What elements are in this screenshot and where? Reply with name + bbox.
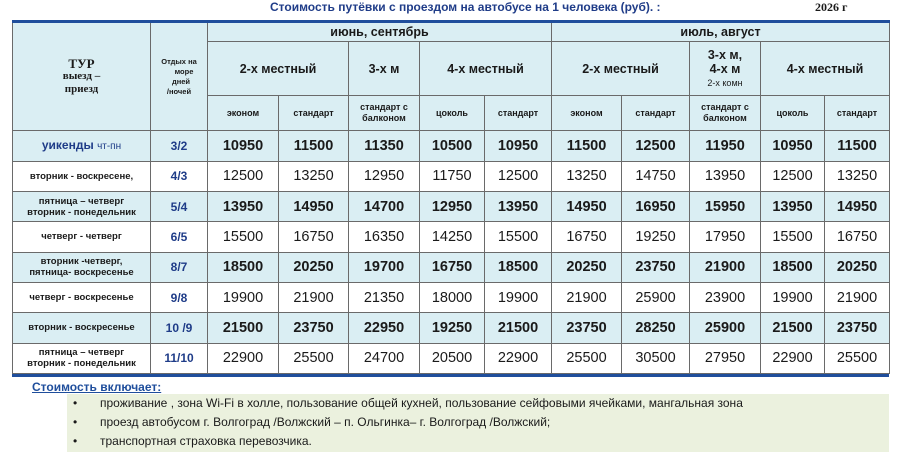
cat-header: стандарт с балконом — [349, 95, 420, 130]
s2-room-triple-quad — [690, 42, 761, 96]
price-cell: 22900 — [485, 343, 552, 373]
price-cell: 20250 — [825, 252, 890, 282]
includes-list — [67, 394, 889, 452]
price-cell: 20250 — [279, 252, 349, 282]
tour-label: четверг - четверг — [41, 231, 122, 243]
rest-header-line1: Отдых на — [161, 56, 197, 66]
price-cell: 21500 — [208, 313, 279, 343]
price-cell: 17950 — [690, 222, 761, 252]
price-table — [12, 20, 890, 374]
table-row — [13, 313, 890, 343]
tour-label-sub: вторник - понедельник — [27, 206, 136, 218]
price-cell: 22900 — [761, 343, 825, 373]
rest-cell: 4/3 — [151, 161, 208, 191]
rest-header-line2: море — [174, 66, 194, 76]
price-cell: 19250 — [420, 313, 485, 343]
includes-title: Стоимость включает: — [32, 380, 162, 394]
price-cell: 22900 — [208, 343, 279, 373]
price-cell: 13950 — [690, 161, 761, 191]
price-cell: 12500 — [485, 161, 552, 191]
table-row — [13, 161, 890, 191]
rest-column-header — [151, 22, 208, 131]
price-cell: 10950 — [485, 131, 552, 161]
price-cell: 24700 — [349, 343, 420, 373]
price-cell: 11500 — [552, 131, 622, 161]
price-cell: 18500 — [485, 252, 552, 282]
price-cell: 10950 — [761, 131, 825, 161]
price-cell: 16350 — [349, 222, 420, 252]
price-cell: 25500 — [279, 343, 349, 373]
tour-cell — [13, 252, 151, 282]
s2-room-b-line2: 4-х м — [709, 61, 741, 76]
tour-label: вторник - воскресене, — [29, 170, 134, 182]
price-cell: 22950 — [349, 313, 420, 343]
tour-label-sub: пятница- воскресенье — [29, 267, 134, 279]
price-cell: 21350 — [349, 282, 420, 312]
price-cell: 20250 — [552, 252, 622, 282]
price-cell: 21900 — [279, 282, 349, 312]
price-cell: 25500 — [825, 343, 890, 373]
price-cell: 10950 — [208, 131, 279, 161]
include-text: транспортная страховка перевозчика. — [100, 434, 312, 448]
price-cell: 25900 — [690, 313, 761, 343]
cat-header: стандарт — [279, 95, 349, 130]
price-cell: 15950 — [690, 191, 761, 221]
price-cell: 20500 — [420, 343, 485, 373]
price-cell: 11500 — [279, 131, 349, 161]
cat-header: стандарт с балконом — [690, 95, 761, 130]
price-cell: 12500 — [208, 161, 279, 191]
tour-label: вторник - воскресенье — [28, 322, 135, 334]
price-cell: 14950 — [279, 191, 349, 221]
price-cell: 25500 — [552, 343, 622, 373]
tour-cell — [13, 313, 151, 343]
price-cell: 15500 — [485, 222, 552, 252]
price-cell: 16950 — [622, 191, 690, 221]
price-cell: 14250 — [420, 222, 485, 252]
page-title: Стоимость путёвки с проездом на автобусе на 1 человека (руб). : — [270, 0, 661, 14]
list-item — [67, 394, 889, 413]
price-cell: 11500 — [825, 131, 890, 161]
title-bar — [0, 0, 899, 18]
price-cell: 16750 — [552, 222, 622, 252]
cat-header: стандарт — [485, 95, 552, 130]
tour-label: уикенды — [41, 137, 94, 152]
price-cell: 12950 — [349, 161, 420, 191]
year-label: 2026 г — [815, 0, 848, 14]
price-cell: 19250 — [622, 222, 690, 252]
price-cell: 21500 — [485, 313, 552, 343]
price-cell: 30500 — [622, 343, 690, 373]
cat-header: цоколь — [761, 95, 825, 130]
tour-header-sub2: приезд — [64, 83, 99, 96]
tour-cell — [13, 222, 151, 252]
season2-header: июль, август — [552, 22, 890, 42]
tour-cell — [13, 282, 151, 312]
cat-header: стандарт — [622, 95, 690, 130]
price-cell: 13950 — [208, 191, 279, 221]
s1-room-double: 2-х местный — [208, 42, 349, 96]
tour-header-title: ТУР — [68, 56, 95, 72]
price-cell: 23750 — [622, 252, 690, 282]
price-cell: 18000 — [420, 282, 485, 312]
rest-cell: 10 /9 — [151, 313, 208, 343]
price-cell: 25900 — [622, 282, 690, 312]
price-cell: 21900 — [552, 282, 622, 312]
price-cell: 16750 — [279, 222, 349, 252]
rest-cell: 9/8 — [151, 282, 208, 312]
price-cell: 11350 — [349, 131, 420, 161]
price-cell: 10500 — [420, 131, 485, 161]
price-cell: 13250 — [279, 161, 349, 191]
rest-header-line4: /ночей — [166, 86, 192, 96]
s1-room-triple: 3-х м — [349, 42, 420, 96]
table-row — [13, 191, 890, 221]
price-cell: 11750 — [420, 161, 485, 191]
price-cell: 14950 — [552, 191, 622, 221]
rest-cell: 3/2 — [151, 131, 208, 161]
price-cell: 19900 — [208, 282, 279, 312]
price-cell: 19700 — [349, 252, 420, 282]
price-cell: 21500 — [761, 313, 825, 343]
price-cell: 14750 — [622, 161, 690, 191]
tour-column-header — [13, 22, 151, 131]
price-cell: 15500 — [761, 222, 825, 252]
price-cell: 19900 — [485, 282, 552, 312]
table-row — [13, 282, 890, 312]
price-cell: 14700 — [349, 191, 420, 221]
rest-cell: 8/7 — [151, 252, 208, 282]
season1-header: июнь, сентябрь — [208, 22, 552, 42]
tour-label: пятница – четверг — [38, 195, 125, 207]
table-row — [13, 252, 890, 282]
include-text: проезд автобусом г. Волгоград /Волжский – п. Ольгинка– г. Волгоград /Волжский; — [100, 415, 551, 429]
price-cell: 23900 — [690, 282, 761, 312]
price-cell: 13950 — [485, 191, 552, 221]
price-cell: 28250 — [622, 313, 690, 343]
rest-cell: 5/4 — [151, 191, 208, 221]
cat-header: эконом — [208, 95, 279, 130]
tour-cell — [13, 343, 151, 373]
price-cell: 13950 — [761, 191, 825, 221]
price-cell: 16750 — [420, 252, 485, 282]
price-cell: 12950 — [420, 191, 485, 221]
rest-cell: 6/5 — [151, 222, 208, 252]
bullet-icon: • — [73, 434, 78, 448]
price-cell: 23750 — [552, 313, 622, 343]
table-row — [13, 343, 890, 373]
s2-room-b-line1: 3-х м, — [707, 47, 743, 62]
bullet-icon: • — [73, 396, 78, 410]
tour-cell — [13, 191, 151, 221]
tour-header-sub1: выезд – — [62, 70, 101, 83]
rest-cell: 11/10 — [151, 343, 208, 373]
list-item — [67, 413, 889, 432]
price-cell: 18500 — [208, 252, 279, 282]
price-cell: 11950 — [690, 131, 761, 161]
bullet-icon: • — [73, 415, 78, 429]
cat-header: цоколь — [420, 95, 485, 130]
price-cell: 12500 — [622, 131, 690, 161]
price-cell: 21900 — [825, 282, 890, 312]
price-cell: 18500 — [761, 252, 825, 282]
price-cell: 15500 — [208, 222, 279, 252]
price-cell: 16750 — [825, 222, 890, 252]
table-row — [13, 222, 890, 252]
tour-cell — [13, 161, 151, 191]
s2-room-b-line3: 2-х комн — [707, 77, 743, 88]
price-cell: 13250 — [825, 161, 890, 191]
s1-room-quad: 4-х местный — [420, 42, 552, 96]
price-cell: 23750 — [279, 313, 349, 343]
price-cell: 13250 — [552, 161, 622, 191]
price-cell: 23750 — [825, 313, 890, 343]
price-cell: 14950 — [825, 191, 890, 221]
tour-cell — [13, 131, 151, 161]
tour-label: вторник -четверг, — [40, 256, 123, 268]
cat-header: эконом — [552, 95, 622, 130]
tour-label: пятница – четверг — [38, 347, 125, 359]
s2-room-double: 2-х местный — [552, 42, 690, 96]
tour-label-sub: чт-пн — [97, 140, 122, 152]
s2-room-quad: 4-х местный — [761, 42, 890, 96]
price-cell: 27950 — [690, 343, 761, 373]
tour-label-sub: вторник - понедельник — [27, 358, 136, 370]
include-text: проживание , зона Wi-Fi в холле, пользование общей кухней, пользование сейфовыми ячейками, мангальная зона — [100, 396, 743, 410]
rest-header-line3: дней — [171, 76, 191, 86]
cat-header: стандарт — [825, 95, 890, 130]
price-cell: 19900 — [761, 282, 825, 312]
tour-label: четверг - воскресенье — [29, 292, 134, 304]
table-row — [13, 131, 890, 161]
list-item — [67, 432, 889, 451]
price-cell: 12500 — [761, 161, 825, 191]
price-cell: 21900 — [690, 252, 761, 282]
includes-section — [12, 377, 889, 453]
